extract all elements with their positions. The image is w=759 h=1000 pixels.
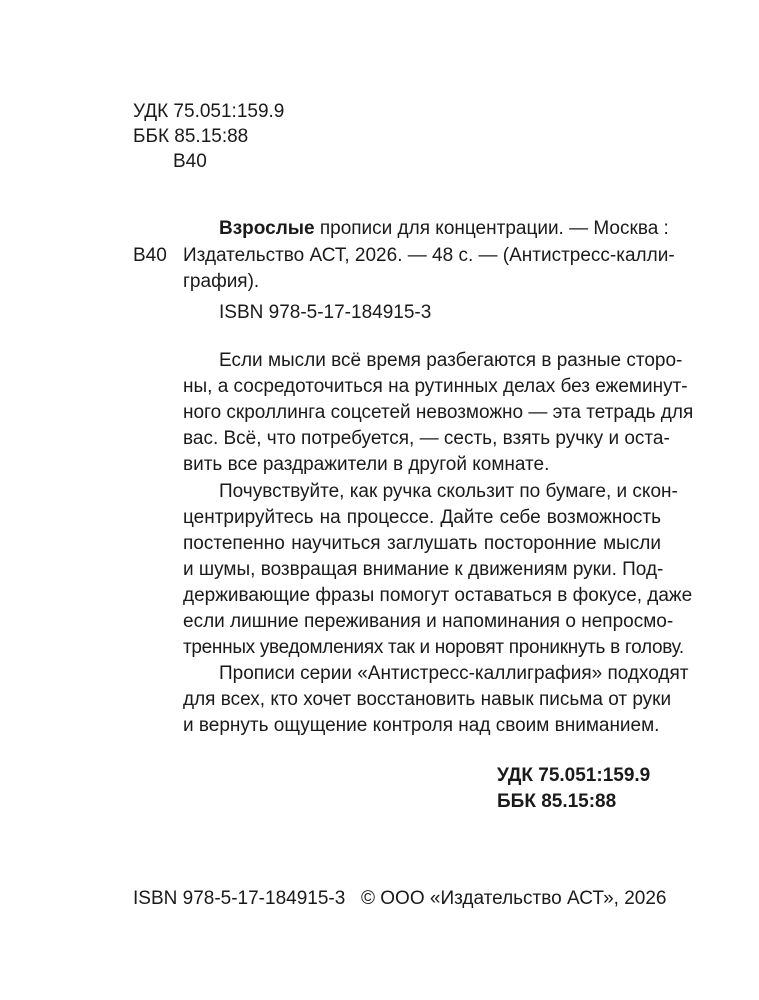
- annotation-line: для всех, кто хочет восстановить навык письма от руки: [183, 689, 672, 710]
- isbn-record: ISBN 978-5-17-184915-3: [219, 302, 432, 323]
- annotation-line: и шумы, возвращая внимание к движениям руки. Под-: [183, 559, 664, 580]
- author-mark: В40: [173, 151, 207, 172]
- annotation-line: если лишние переживания и напоминания о непросмо-: [183, 611, 674, 632]
- udk-code-bold: УДК 75.051:159.9: [497, 765, 651, 786]
- annotation-line: и вернуть ощущение контроля над своим вниманием.: [183, 715, 660, 736]
- udk-code: УДК 75.051:159.9: [133, 101, 285, 122]
- annotation-line: тренных уведомлениях так и норовят проникнуть в голову.: [183, 637, 684, 658]
- annotation-line: вить все раздражители в другой комнате.: [183, 454, 550, 475]
- bibliographic-line-1: [219, 217, 669, 241]
- annotation-line: ны, а сосредоточиться на рутинных делах без ежеминут-: [183, 376, 688, 397]
- annotation-line: Почувствуйте, как ручка скользит по бумаге, и скон-: [219, 481, 678, 502]
- footer-isbn: ISBN 978-5-17-184915-3: [133, 888, 346, 909]
- annotation-line: вас. Всё, что потребуется, — сесть, взять ручку и оста-: [183, 428, 670, 449]
- annotation-line: центрируйтесь на процессе. Дайте себе возможность: [183, 507, 661, 528]
- bibliographic-line-1-rest: прописи для концентрации. — Москва :: [314, 218, 669, 239]
- annotation-line: Если мысли всё время разбегаются в разные сторо-: [219, 350, 683, 371]
- copyright: © ООО «Издательство АСТ», 2026: [361, 888, 667, 909]
- bibliographic-mark: В40: [133, 245, 167, 266]
- bbk-code: ББК 85.15:88: [133, 126, 249, 147]
- book-title: Взрослые: [219, 218, 315, 239]
- bibliographic-line-3: графия).: [183, 271, 260, 292]
- annotation-line: постепенно научиться заглушать посторонние мысли: [183, 533, 661, 554]
- bibliographic-line-2: Издательство АСТ, 2026. — 48 с. — (Антистресс-калли-: [183, 245, 675, 266]
- annotation-line: держивающие фразы помогут оставаться в фокусе, даже: [183, 585, 693, 606]
- annotation-line: ного скроллинга соцсетей невозможно — эта тетрадь для: [183, 402, 694, 423]
- annotation-line: Прописи серии «Антистресс-каллиграфия» подходят: [219, 663, 689, 684]
- bbk-code-bold: ББК 85.15:88: [497, 791, 617, 812]
